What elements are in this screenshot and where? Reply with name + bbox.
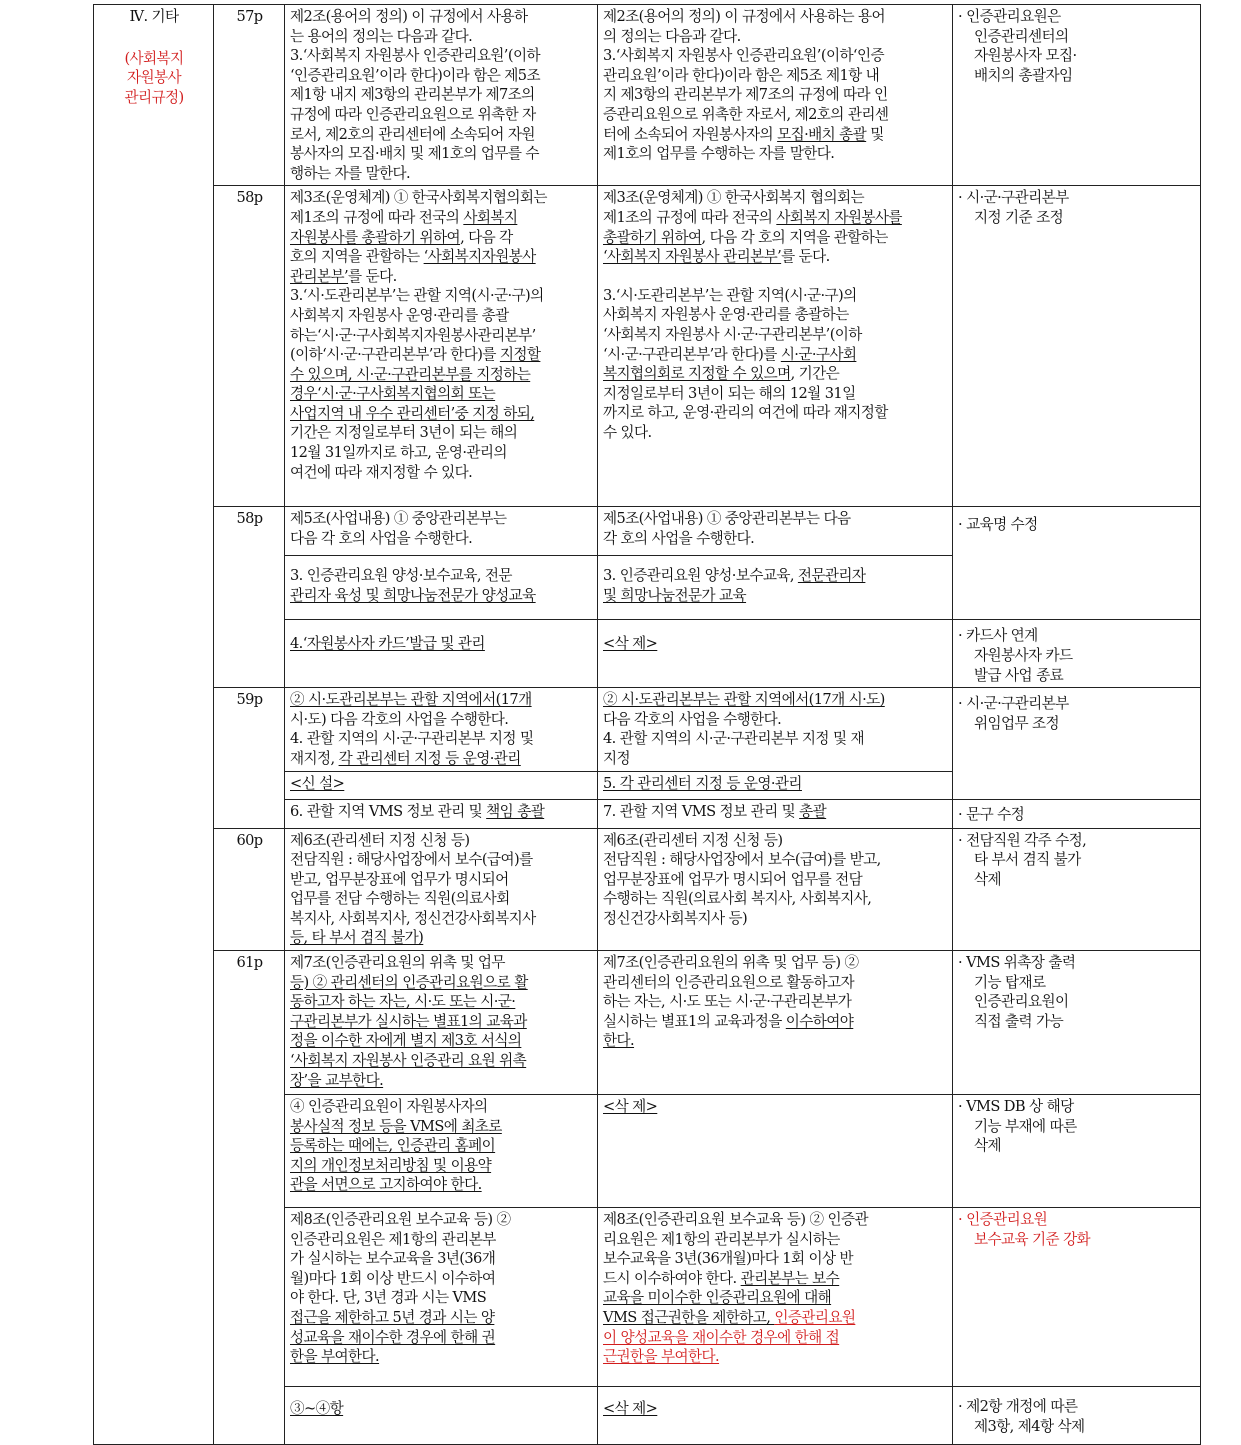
page-number: 59p (214, 688, 285, 828)
old-text-59p-item6: 6. 관할 지역 VMS 정보 관리 및 책임 총괄 (285, 799, 598, 828)
new-text-61p-items-3-4: <삭 제> (598, 1387, 953, 1445)
new-text-61p-article8: 제8조(인증관리요원 보수교육 등) ② 인증관 리요원은 제1항의 관리본부가 실시하는 보수교육을 3년(36개월)마다 1회 이상 반 드시 이수하여야 한다. 관리본부는 보수 교육을 미이수한 인증관리요원에 대해 VMS 접근권한을 제한하고, 인증관리요원 이 양성교육을 재이수한 경우에 한해 접 근권한을 부여한다. (598, 1208, 953, 1387)
old-text-61p-item4: ④ 인증관리요원이 자원봉사자의 봉사실적 정보 등을 VMS에 최초로 등록하는 때에는, 인증관리 홈페이 지의 개인정보처리방침 및 이용약 관을 서면으로 고지하여야 한다. (285, 1095, 598, 1208)
row-58p-article3 (94, 186, 1201, 507)
page-number: 58p (214, 507, 285, 688)
new-text-57p: 제2조(용어의 정의) 이 규정에서 사용하는 용어 의 정의는 다음과 같다. 3.‘사회복지 자원봉사 인증관리요원’(이하‘인증 관리요원’이라 한다)이라 함은 제5조 제1항 내 지 제3항의 관리본부가 제7조의 규정에 따라 인 증관리요원으로 위촉한 자로서, 제2호의 관리센 터에 소속되어 자원봉사자의 모집·배치 총괄 및 제1호의 업무를 수행하는 자를 말한다. (598, 5, 953, 186)
page-number: 61p (214, 951, 285, 1445)
note-57p: · 인증관리요원은 인증관리센터의 자원봉사자 모집· 배치의 총괄자임 (953, 5, 1201, 186)
note-61p-item4: · VMS DB 상 해당 기능 부재에 따른 삭제 (953, 1095, 1201, 1208)
note-58p-item4: · 카드사 연계 자원봉사자 카드 발급 사업 종료 (953, 620, 1201, 688)
old-text-58p-item4: 4.‘자원봉사자 카드’발급 및 관리 (285, 620, 598, 688)
note-59p-item6: · 문구 수정 (953, 799, 1201, 828)
note-61p-article7: · VMS 위촉장 출력 기능 탑재로 인증관리요원이 직접 출력 가능 (953, 951, 1201, 1095)
row-57p (94, 5, 1201, 186)
old-text-58p-item3: 3. 인증관리요원 양성·보수교육, 전문 관리자 육성 및 희망나눔전문가 양성교육 (285, 556, 598, 620)
page-number: 58p (214, 186, 285, 507)
page-number: 60p (214, 828, 285, 951)
new-text-58p-item3: 3. 인증관리요원 양성·보수교육, 전문관리자 및 희망나눔전문가 교육 (598, 556, 953, 620)
note-61p-article8: · 인증관리요원 보수교육 기준 강화 (953, 1208, 1201, 1387)
row-60p (94, 828, 1201, 951)
old-text-58p-article3: 제3조(운영체계) ① 한국사회복지협의회는 제1조의 규정에 따라 전국의 사회복지 자원봉사를 총괄하기 위하여, 다음 각 호의 지역을 관할하는 ‘사회복지자원봉사 관리본부’를 둔다. 3.‘시·도관리본부’는 관할 지역(시·군·구)의 사회복지 자원봉사 운영·관리를 총괄 하는‘시·군·구사회복지자원봉사관리본부’ (이하‘시·군·구관리본부’라 한다)를 지정할 수 있으며, 시·군·구관리본부를 지정하는 경우‘시·군·구사회복지협의회 또는 사업지역 내 우수 관리센터’중 지정 하되, 기간은 지정일로부터 3년이 되는 해의 12월 31일까지로 하고, 운영·관리의 여건에 따라 재지정할 수 있다. (285, 186, 598, 507)
note-59p-item4: · 시·군·구관리본부 위임업무 조정 (953, 688, 1201, 799)
new-text-61p-article7: 제7조(인증관리요원의 위촉 및 업무 등) ② 관리센터의 인증관리요원으로 활동하고자 하는 자는, 시·도 또는 시·군·구관리본부가 실시하는 별표1의 교육과정을 이수하여야 한다. (598, 951, 953, 1095)
note-58p-article3: · 시·군·구관리본부 지정 기준 조정 (953, 186, 1201, 507)
old-text-57p: 제2조(용어의 정의) 이 규정에서 사용하 는 용어의 정의는 다음과 같다. 3.‘사회복지 자원봉사 인증관리요원’(이하 ‘인증관리요원’이라 한다)이라 함은 제5조 제1항 내지 제3항의 관리본부가 제7조의 규정에 따라 인증관리요원으로 위촉한 자 로서, 제2호의 관리센터에 소속되어 자원 봉사자의 모집·배치 및 제1호의 업무를 수 행하는 자를 말한다. (285, 5, 598, 186)
section-subtitle: (사회복지 자원봉사 관리규정) (124, 49, 184, 106)
new-text-59p-item4: ② 시·도관리본부는 관할 지역에서(17개 시·도) 다음 각호의 사업을 수행한다. 4. 관할 지역의 시·군·구관리본부 지정 및 재 지정 (598, 688, 953, 771)
revision-comparison-table (93, 4, 1201, 1445)
new-text-58p-article5: 제5조(사업내용) ① 중앙관리본부는 다음 각 호의 사업을 수행한다. (598, 507, 953, 556)
row-61p-article7 (94, 951, 1201, 1095)
page-number: 57p (214, 5, 285, 186)
old-text-59p-item5: <신 설> (285, 771, 598, 799)
row-59p-item4 (94, 688, 1201, 771)
old-text-59p-item4: ② 시·도관리본부는 관할 지역에서(17개 시·도) 다음 각호의 사업을 수행한다. 4. 관할 지역의 시·군·구관리본부 지정 및 재지정, 각 관리센터 지정 등 운영·관리 (285, 688, 598, 771)
new-text-59p-item5: 5. 각 관리센터 지정 등 운영·관리 (598, 771, 953, 799)
new-text-61p-item4: <삭 제> (598, 1095, 953, 1208)
note-58p-article5: · 교육명 수정 (953, 507, 1201, 620)
section-cell (94, 5, 214, 1445)
note-60p: · 전담직원 각주 수정, 타 부서 겸직 불가 삭제 (953, 828, 1201, 951)
old-text-61p-items-3-4: ③~④항 (285, 1387, 598, 1445)
old-text-61p-article8: 제8조(인증관리요원 보수교육 등) ② 인증관리요원은 제1항의 관리본부 가 실시하는 보수교육을 3년(36개 월)마다 1회 이상 반드시 이수하여 야 한다. 단, 3년 경과 시는 VMS 접근을 제한하고 5년 경과 시는 양 성교육을 재이수한 경우에 한해 권 한을 부여한다. (285, 1208, 598, 1387)
old-text-58p-article5: 제5조(사업내용) ① 중앙관리본부는 다음 각 호의 사업을 수행한다. (285, 507, 598, 556)
new-text-58p-article3: 제3조(운영체계) ① 한국사회복지 협의회는 제1조의 규정에 따라 전국의 사회복지 자원봉사를 총괄하기 위하여, 다음 각 호의 지역을 관할하는 ‘사회복지 자원봉사 관리본부’를 둔다. 3.‘시·도관리본부’는 관할 지역(시·군·구)의 사회복지 자원봉사 운영·관리를 총괄하는 ‘사회복지 자원봉사 시·군·구관리본부’(이하 ‘시·군·구관리본부’라 한다)를 시·군·구사회 복지협의회로 지정할 수 있으며, 기간은 지정일로부터 3년이 되는 해의 12월 31일 까지로 하고, 운영·관리의 여건에 따라 재지정할 수 있다. (598, 186, 953, 507)
new-text-58p-item4: <삭 제> (598, 620, 953, 688)
row-58p-article5-head (94, 507, 1201, 556)
new-text-60p: 제6조(관리센터 지정 신청 등) 전담직원 : 해당사업장에서 보수(급여)를 받고, 업무분장표에 업무가 명시되어 업무를 전담 수행하는 직원(의료사회 복지사, 사회복지사, 정신건강사회복지사 등) (598, 828, 953, 951)
section-title: Ⅳ. 기타 (129, 8, 179, 25)
new-text-59p-item6: 7. 관할 지역 VMS 정보 관리 및 총괄 (598, 799, 953, 828)
old-text-61p-article7: 제7조(인증관리요원의 위촉 및 업무 등) ② 관리센터의 인증관리요원으로 활 동하고자 하는 자는, 시·도 또는 시·군· 구관리본부가 실시하는 별표1의 교육과 정을 이수한 자에게 별지 제3호 서식의 ‘사회복지 자원봉사 인증관리 요원 위촉 장’을 교부한다. (285, 951, 598, 1095)
note-61p-items-3-4: · 제2항 개정에 따른 제3항, 제4항 삭제 (953, 1387, 1201, 1445)
old-text-60p: 제6조(관리센터 지정 신청 등) 전담직원 : 해당사업장에서 보수(급여)를 받고, 업무분장표에 업무가 명시되어 업무를 전담 수행하는 직원(의료사회 복지사, 사회복지사, 정신건강사회복지사 등, 타 부서 겸직 불가) (285, 828, 598, 951)
